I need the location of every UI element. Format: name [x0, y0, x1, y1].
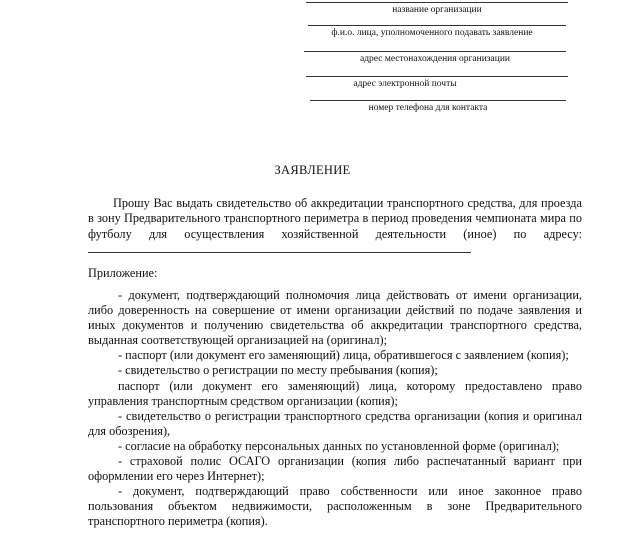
- document-title: ЗАЯВЛЕНИЕ: [274, 163, 351, 177]
- attachments-list: [88, 288, 582, 530]
- authorized-person-line[interactable]: [308, 25, 566, 26]
- org-name-caption: название организации: [392, 5, 482, 15]
- attachment-item: - документ, подтверждающий полномочия лица действовать от имени организации, либо доверенность на совершение от имени организации действий по подаче заявления и иных документов и получению свидетельства об аккредитации транспортного средства, выданная соответствующей организацией на (оригинал);: [88, 288, 582, 348]
- attachment-item: - свидетельство о регистрации по месту пребывания (копия);: [118, 363, 438, 378]
- org-name-line[interactable]: [306, 2, 568, 3]
- attachment-item: - свидетельство о регистрации транспортного средства организации (копия и оригинал для обозрения),: [88, 408, 582, 438]
- attachment-item: - страховой полис ОСАГО организации (копия либо распечатанный вариант при оформлении его через Интернет);: [88, 454, 582, 484]
- attachments-label: Приложение:: [88, 266, 158, 280]
- org-address-caption: адрес местонахождения организации: [359, 54, 511, 64]
- org-address-line[interactable]: [304, 51, 566, 52]
- attachment-item: - согласие на обработку персональных данных по установленной форме (оригинал);: [118, 438, 560, 453]
- email-caption: адрес электронной почты: [353, 79, 457, 89]
- request-paragraph: [88, 196, 582, 257]
- request-text: Прошу Вас выдать свидетельство об аккредитации транспортного средства, для проезда в зону Предварительного транспортного периметра в период проведения чемпионата мира по футболу для осуществления хозяйственной деятельности (иное) по адресу:: [88, 196, 582, 241]
- email-line[interactable]: [306, 76, 568, 77]
- address-fill-line[interactable]: [88, 242, 471, 253]
- authorized-person-caption: ф.и.о. лица, уполномоченного подавать заявление: [331, 28, 533, 38]
- phone-line[interactable]: [310, 100, 566, 101]
- attachment-item: - паспорт (или документ его заменяющий) лица, обратившегося с заявлением (копия);: [118, 348, 569, 363]
- attachment-item: паспорт (или документ его заменяющий) лица, которому предоставлено право управления транспортным средством организации (копия);: [88, 378, 582, 408]
- attachment-item: - документ, подтверждающий право собственности или иное законное право пользования объектом недвижимости, расположенным в зоне Предварительного транспортного периметра (копия).: [88, 484, 582, 529]
- phone-caption: номер телефона для контакта: [368, 103, 488, 113]
